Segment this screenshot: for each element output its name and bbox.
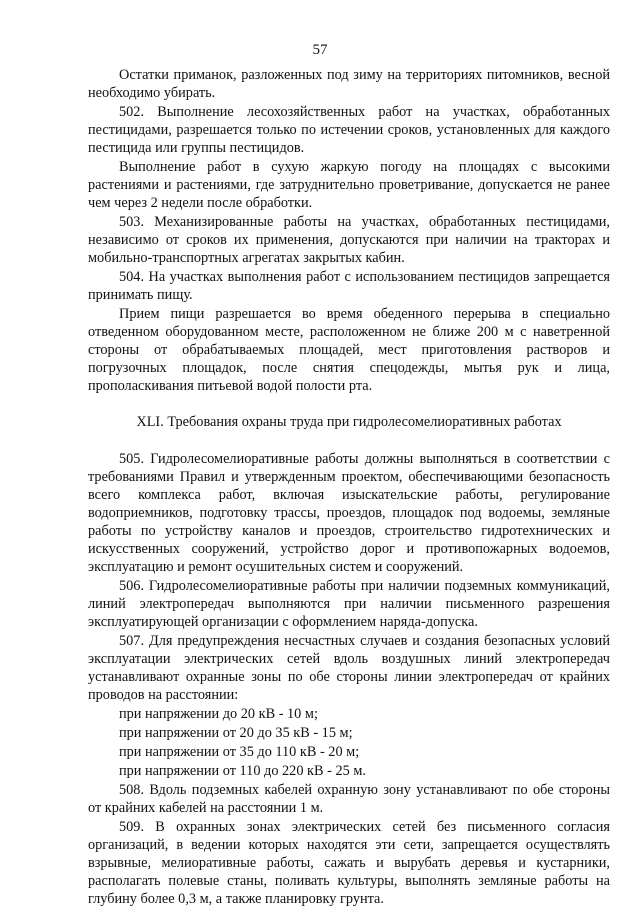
paragraph-505: 505. Гидролесомелиоративные работы должны выполняться в соответствии с требованиями Правил и утвержденным проектом, обеспечивающими безопасность всего комплекса работ, включая изыскательские работы, регулирование водоприемников, подготовку трассы, проездов, площадок под водоемы, земляные работы по устройству каналов и проездов, строительство гидротехнических и искусственных сооружений, устройство дорог и противопожарных водоемов, эксплуатацию и ремонт осушительных систем и сооружений. (88, 451, 610, 575)
list-item: при напряжении от 110 до 220 кВ - 25 м. (119, 763, 366, 779)
paragraph-509: 509. В охранных зонах электрических сетей без письменного согласия организаций, в ведении которых находятся эти сети, запрещается осуществлять взрывные, мелиоративные работы, сажать и вырубать деревья и кустарники, располагать полевые станы, поливать культуры, выполнять земляные работы на глубину более 0,3 м, а также планировку грунта. (88, 819, 610, 907)
paragraph-507: 507. Для предупреждения несчастных случаев и создания безопасных условий эксплуатации электрических сетей вдоль воздушных линий электропередач устанавливают охранные зоны по обе стороны линии электропередач от крайних проводов на расстоянии: (88, 633, 610, 703)
page-number: 57 (312, 42, 328, 58)
section-heading: XLI. Требования охраны труда при гидролесомелиоративных работах (136, 414, 562, 430)
paragraph-506: 506. Гидролесомелиоративные работы при наличии подземных коммуникаций, линий электропередач выполняются при наличии письменного разрешения эксплуатирующей организации с оформлением наряда-допуска. (88, 578, 610, 630)
paragraph-503: 503. Механизированные работы на участках, обработанных пестицидами, независимо от сроков их применения, допускаются при наличии на тракторах и мобильно-транспортных агрегатах закрытых кабин. (88, 214, 610, 266)
paragraph-504-meals: Прием пищи разрешается во время обеденного перерыва в специально отведенном оборудованном месте, расположенном не ближе 200 м с наветренной стороны от обрабатываемых площадей, мест приготовления растворов и погрузочных площадок, после снятия спецодежды, мытья рук и лица, прополаскивания питьевой водой полости рта. (88, 306, 610, 394)
paragraph-baits: Остатки приманок, разложенных под зиму на территориях питомников, весной необходимо убирать. (88, 67, 610, 101)
paragraph-504: 504. На участках выполнения работ с использованием пестицидов запрещается принимать пищу. (88, 269, 610, 303)
list-item: при напряжении от 20 до 35 кВ - 15 м; (119, 725, 353, 741)
list-item: при напряжении до 20 кВ - 10 м; (119, 706, 318, 722)
paragraph-508: 508. Вдоль подземных кабелей охранную зону устанавливают по обе стороны от крайних кабелей на расстоянии 1 м. (88, 782, 610, 816)
voltage-list (88, 705, 610, 780)
list-item: при напряжении от 35 до 110 кВ - 20 м; (119, 744, 360, 760)
paragraph-502: 502. Выполнение лесохозяйственных работ на участках, обработанных пестицидами, разрешается только по истечении сроков, установленных для каждого пестицида или группы пестицидов. (88, 104, 610, 156)
document-body (88, 66, 610, 909)
paragraph-502-hot-weather: Выполнение работ в сухую жаркую погоду на площадях с высокими растениями и растениями, где затруднительно проветривание, допускается не ранее чем через 2 недели после обработки. (88, 159, 610, 211)
